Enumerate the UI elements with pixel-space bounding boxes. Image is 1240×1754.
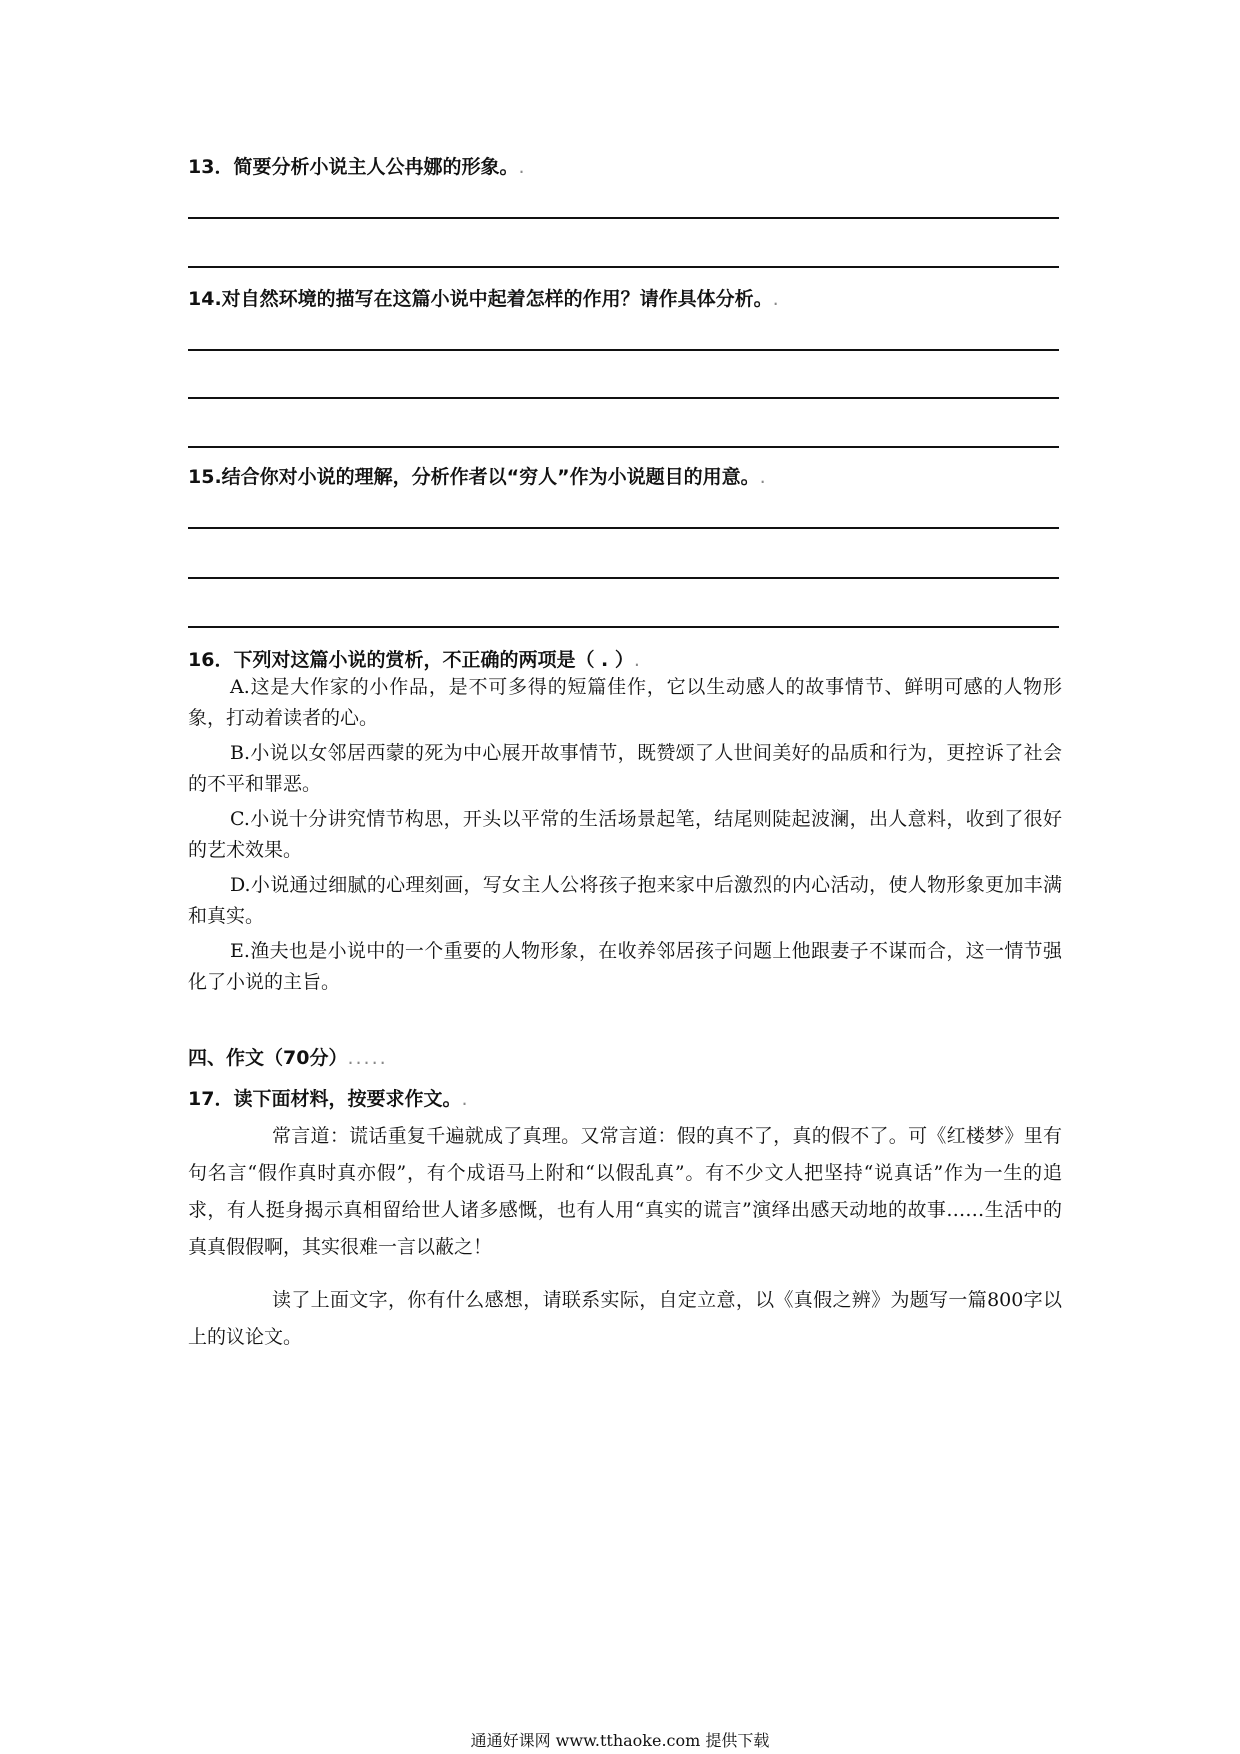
section-heading-mark: .....	[347, 1047, 388, 1069]
answer-line-14-1	[188, 349, 1059, 351]
question-13	[188, 152, 527, 179]
option-b: B.小说以女邻居西蒙的死为中心展开故事情节，既赞颂了人世间美好的品质和行为，更控诉了社会的不平和罪恶。	[188, 742, 1062, 795]
option-a: A.这是大作家的小作品，是不可多得的短篇佳作，它以生动感人的故事情节、鲜明可感的人物形象，打动着读者的心。	[188, 676, 1062, 729]
option-e: E.渔夫也是小说中的一个重要的人物形象，在收养邻居孩子问题上他跟妻子不谋而合，这一情节强化了小说的主旨。	[188, 940, 1062, 993]
question-17	[188, 1084, 470, 1111]
section-heading-text: 四、作文（70分）	[188, 1047, 348, 1069]
question-16	[188, 645, 642, 672]
section-heading	[188, 1043, 388, 1070]
question-13-mark: .	[518, 156, 527, 178]
page-footer: 通通好课网 www.tthaoke.com 提供下载	[470, 1731, 770, 1750]
question-14	[188, 284, 781, 311]
question-14-text: 14.对自然环境的描写在这篇小说中起着怎样的作用？请作具体分析。	[188, 288, 773, 310]
answer-line-14-2	[188, 397, 1059, 399]
essay-requirement: 读了上面文字，你有什么感想，请联系实际，自定立意，以《真假之辨》为题写一篇800字以上的议论文。	[188, 1289, 1062, 1348]
question-17-mark: .	[461, 1088, 470, 1110]
answer-line-15-2	[188, 577, 1059, 579]
question-14-mark: .	[772, 288, 781, 310]
option-d: D.小说通过细腻的心理刻画，写女主人公将孩子抱来家中后激烈的内心活动，使人物形象更加丰满和真实。	[188, 874, 1062, 927]
essay-material: 常言道：谎话重复千遍就成了真理。又常言道：假的真不了，真的假不了。可《红楼梦》里有句名言“假作真时真亦假”，有个成语马上附和“以假乱真”。有不少文人把坚持“说真话”作为一生的追求，有人挺身揭示真相留给世人诸多感慨，也有人用“真实的谎言”演绎出感天动地的故事……生活中的真真假假啊，其实很难一言以蔽之！	[188, 1125, 1062, 1258]
question-15-mark: .	[759, 466, 768, 488]
question-15	[188, 462, 768, 489]
question-15-text: 15.结合你对小说的理解，分析作者以“穷人”作为小说题目的用意。	[188, 466, 760, 488]
question-16-mark: .	[633, 649, 642, 671]
answer-line-15-3	[188, 626, 1059, 628]
answer-line-13-2	[188, 266, 1059, 268]
answer-line-14-3	[188, 446, 1059, 448]
answer-line-13-1	[188, 217, 1059, 219]
question-13-text: 13．简要分析小说主人公冉娜的形象。	[188, 156, 519, 178]
answer-line-15-1	[188, 527, 1059, 529]
option-c: C.小说十分讲究情节构思，开头以平常的生活场景起笔，结尾则陡起波澜，出人意料，收到了很好的艺术效果。	[188, 808, 1062, 861]
question-16-text: 16．下列对这篇小说的赏析，不正确的两项是（ . ）	[188, 649, 634, 671]
question-17-text: 17．读下面材料，按要求作文。	[188, 1088, 462, 1110]
